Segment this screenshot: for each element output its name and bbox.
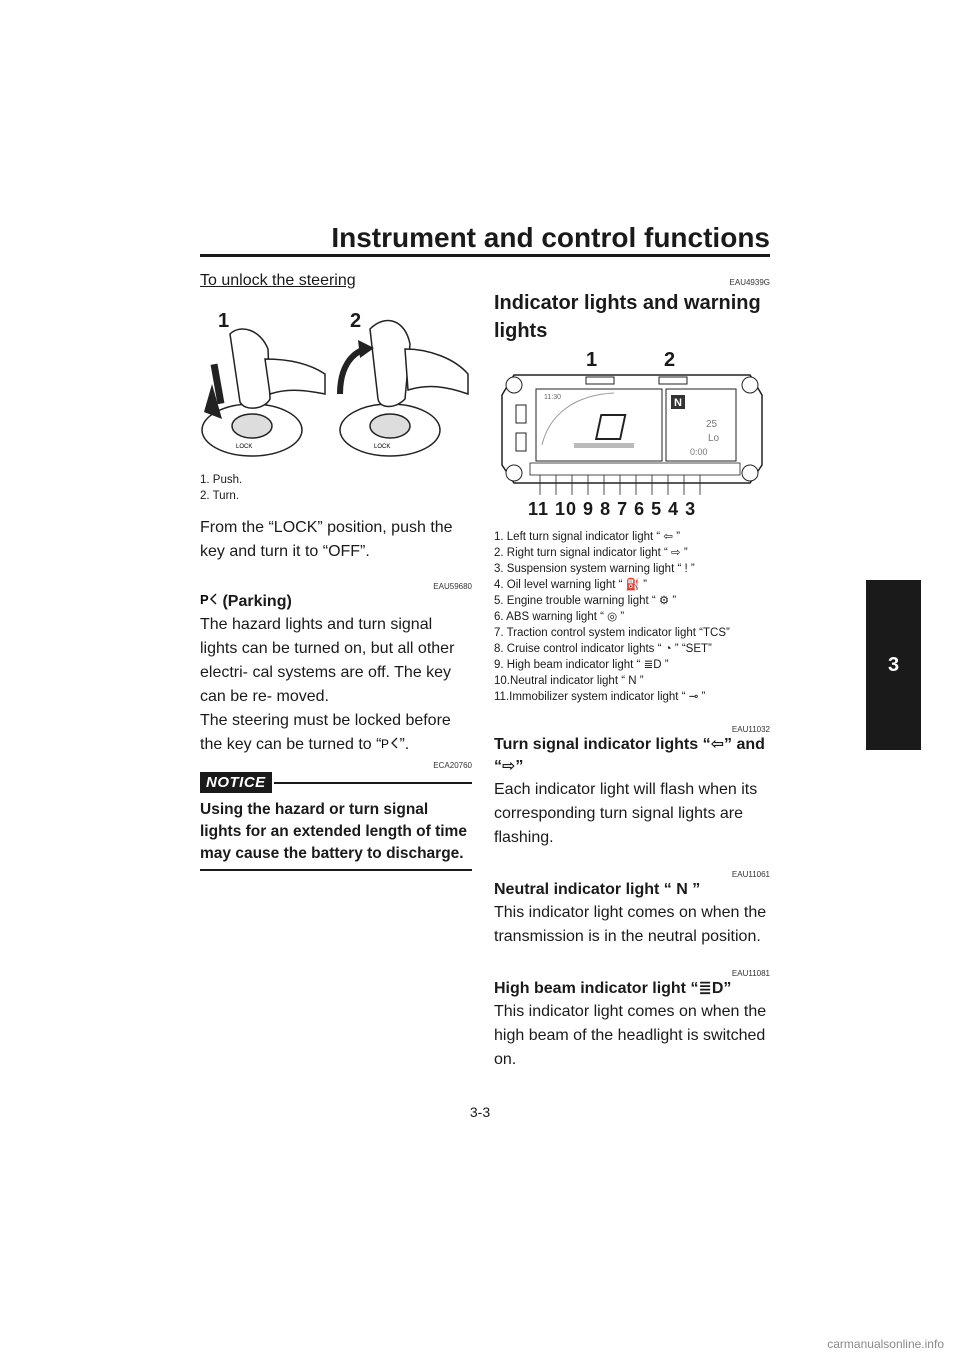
svg-text:P: P (200, 592, 209, 606)
high-beam-text: This indicator light comes on when the high beam of the headlight is switched on. (494, 1003, 767, 1068)
key-lock-text-left: LOCK (236, 444, 253, 450)
key-turn-illustration (200, 304, 472, 464)
header-rule (200, 254, 770, 257)
notice-label: NOTICE (200, 772, 272, 793)
page-number: 3-3 (469, 1104, 491, 1120)
caption-2: 2. Turn. (200, 490, 239, 502)
parking-text-2b: ”. (399, 736, 410, 753)
parking-text-1: The hazard lights and turn signal lights can be turned on, but all other electri- cal systems are off. The key can be re- moved. (200, 616, 455, 705)
neutral-text: This indicator light comes on when the transmission is in the neutral position. (494, 904, 767, 945)
notice-bottom-rule (200, 869, 472, 871)
high-beam-code: EAU11081 (731, 969, 770, 978)
parking-icon-inline (381, 737, 399, 749)
turn-code: EAU11032 (731, 725, 770, 734)
caption-1: 1. Push. (200, 474, 243, 486)
svg-text:N: N (674, 397, 682, 409)
page-header-title: Instrument and control functions (331, 222, 770, 253)
legend-item: 7. Traction control system indicator light “TCS” (494, 627, 730, 639)
legend-item: 3. Suspension system warning light “ ! ” (494, 563, 695, 575)
neutral-code: EAU11061 (731, 870, 770, 879)
parking-icon (200, 592, 218, 606)
neutral-title: Neutral indicator light “ N ” (494, 881, 701, 898)
notice-rule (274, 782, 472, 784)
notice-header (200, 772, 472, 793)
chapter-tab: 3 (866, 580, 921, 750)
legend-item: 4. Oil level warning light “ ⛽ ” (494, 579, 648, 591)
legend-item: 10.Neutral indicator light “ N ” (494, 675, 644, 687)
parking-text-2 (200, 709, 472, 757)
legend-item: 5. Engine trouble warning light “ ⚙ ” (494, 595, 677, 607)
instrument-panel-figure (494, 349, 770, 525)
figure-captions (200, 472, 472, 504)
legend-item: 6. ABS warning light “ ◎ ” (494, 611, 625, 623)
section-title: Indicator lights and warning lights (494, 292, 761, 342)
panel-label-1: 1 (586, 349, 598, 371)
legend-item: 1. Left turn signal indicator light “ ⇦ ” (494, 531, 681, 543)
legend-item: 8. Cruise control indicator lights “ ◔ ” “SET” (494, 643, 712, 655)
figure-label-1: 1 (218, 310, 230, 332)
turn-signal-text: Each indicator light will flash when its corresponding turn signal lights are flashing. (494, 781, 758, 846)
legend-item: 2. Right turn signal indicator light “ ⇨ ” (494, 547, 688, 559)
panel-bottom-labels: 11 10 9 8 7 6 5 4 3 (528, 499, 697, 519)
indicator-legend (494, 529, 770, 705)
right-column (494, 270, 770, 1072)
parking-code: EAU59680 (433, 582, 472, 591)
display-big: 25 (706, 419, 718, 430)
figure-label-2: 2 (350, 310, 362, 332)
key-lock-text-right: LOCK (374, 444, 391, 450)
legend-item: 11.Immobilizer system indicator light “ ⊸ ” (494, 691, 706, 703)
parking-title-text: (Parking) (218, 593, 292, 610)
section-code: EAU4939G (729, 278, 770, 287)
key-unlock-figure (200, 304, 472, 464)
left-column (200, 270, 472, 871)
svg-text:P: P (381, 737, 390, 749)
unlock-text: From the “LOCK” position, push the key and turn it to “OFF”. (200, 519, 453, 560)
notice-code: ECA20760 (433, 761, 472, 770)
legend-item: 9. High beam indicator light “ ≣D ” (494, 659, 669, 671)
parking-text-2a: The steering must be locked before the key can be turned to “ (200, 712, 451, 753)
turn-signal-title: Turn signal indicator lights “⇦” and “⇨” (494, 736, 765, 775)
panel-label-2: 2 (664, 349, 676, 371)
display-lo: Lo (708, 433, 720, 444)
display-time: 0:00 (690, 447, 708, 457)
parking-title (200, 591, 472, 613)
high-beam-title: High beam indicator light “≣D” (494, 980, 732, 997)
watermark: carmanualsonline.info (827, 1337, 944, 1351)
display-clock: 11:30 (544, 394, 561, 401)
notice-text: Using the hazard or turn signal lights for an extended length of time may cause the battery to discharge. (200, 801, 467, 862)
unlock-steering-title: To unlock the steering (200, 272, 356, 289)
